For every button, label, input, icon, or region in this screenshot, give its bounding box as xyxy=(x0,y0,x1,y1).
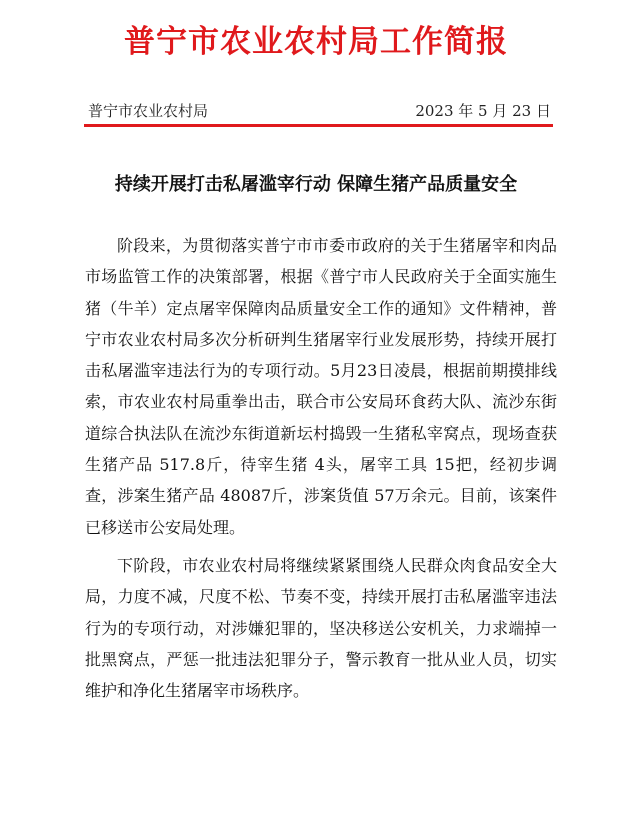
bulletin-masthead: 普宁市农业农村局工作简报 xyxy=(124,24,508,60)
article-headline: 持续开展打击私屠滥宰行动 保障生猪产品质量安全 xyxy=(114,174,518,195)
article-paragraph-2: 下阶段，市农业农村局将继续紧紧围绕人民群众肉食品安全大局，力度不减，尺度不松、节奏不变，持续开展打击私屠滥宰违法行为的专项行动，对涉嫌犯罪的，坚决移送公安机关，力求端掉一批黑窝点，严惩一批违法犯罪分子，警示教育一批从业人员，切实维护和净化生猪屠宰市场秩序。 xyxy=(85,555,557,701)
issuer-name: 普宁市农业农村局 xyxy=(88,102,209,120)
red-divider-rule xyxy=(84,124,553,127)
issue-meta-row xyxy=(88,100,553,122)
article-paragraph-1: 阶段来，为贯彻落实普宁市市委市政府的关于生猪屠宰和肉品市场监管工作的决策部署，根据《普宁市人民政府关于全面实施生猪（牛羊）定点屠宰保障肉品质量安全工作的通知》文件精神，普宁市农业农村局多次分析研判生猪屠宰行业发展形势，持续开展打击私屠滥宰违法行为的专项行动。5月23日凌晨，根据前期摸排线索，市农业农村局重拳出击，联合市公安局环食药大队、流沙东街道综合执法队在流沙东街道新坛村捣毁一生猪私宰窝点，现场查获生猪产品 517.8斤，待宰生猪 4头，屠宰工具 15把，经初步调查，涉案生猪产品 48087斤，涉案货值 57万余元。目前，该案件已移送市公安局处理。 xyxy=(85,236,557,537)
issue-date: 2023 年 5 月 23 日 xyxy=(415,102,551,120)
article-body xyxy=(85,230,557,713)
